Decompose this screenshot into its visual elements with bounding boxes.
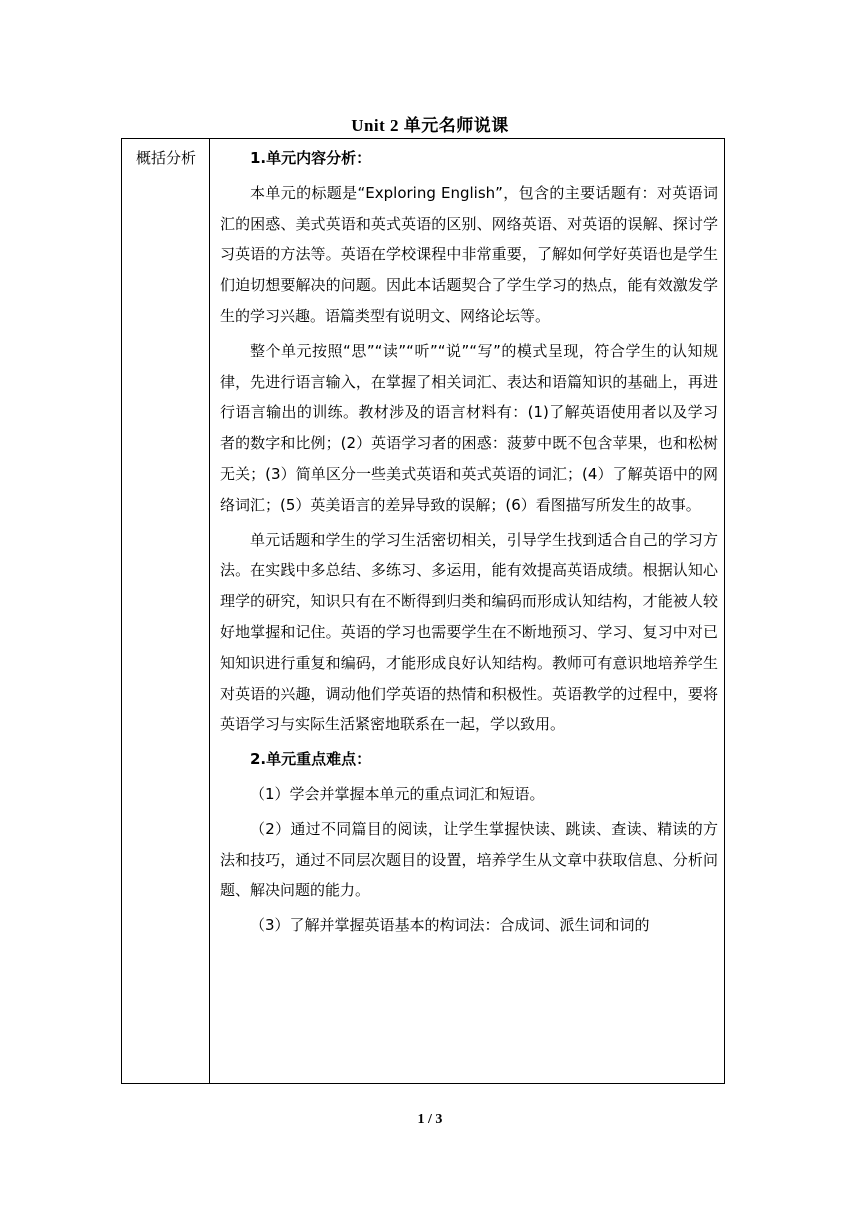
analysis-table	[121, 138, 725, 1084]
section-heading: 1.单元内容分析：	[250, 149, 372, 167]
body-paragraph: 单元话题和学生的学习生活密切相关，引导学生找到适合自己的学习方法。在实践中多总结、多练习、多运用，能有效提高英语成绩。根据认知心理学的研究，知识只有在不断得到归类和编码而形成认知结构，才能被人较好地掌握和记住。英语的学习也需要学生在不断地预习、学习、复习中对已知知识进行重复和编码，才能形成良好认知结构。教师可有意识地培养学生对英语的兴趣，调动他们学英语的热情和积极性。英语教学的过程中，要将英语学习与实际生活紧密地联系在一起，学以致用。	[220, 530, 718, 734]
body-paragraph: 整个单元按照“思”“读”“听”“说”“写”的模式呈现，符合学生的认知规律，先进行语言输入，在掌握了相关词汇、表达和语篇知识的基础上，再进行语言输出的训练。教材涉及的语言材料有：(1)了解英语使用者以及学习者的数字和比例；(2）英语学习者的困惑：菠萝中既不包含苹果，也和松树无关；(3）简单区分一些美式英语和英式英语的词汇；(4）了解英语中的网络词汇；(5）英美语言的差异导致的误解；(6）看图描写所发生的故事。	[220, 341, 718, 514]
body-paragraph: （3）了解并掌握英语基本的构词法：合成词、派生词和词的	[250, 916, 650, 935]
content-cell	[220, 139, 718, 941]
page-number: 1 / 3	[417, 1112, 443, 1127]
body-paragraph: （1）学会并掌握本单元的重点词汇和短语。	[250, 784, 545, 803]
section-heading: 2.单元重点难点：	[250, 750, 372, 769]
body-paragraph: （2）通过不同篇目的阅读，让学生掌握快读、跳读、查读、精读的方法和技巧，通过不同层次题目的设置，培养学生从文章中获取信息、分析问题、解决问题的能力。	[220, 819, 718, 900]
document-title: Unit 2 单元名师说课	[351, 116, 509, 135]
row-label: 概括分析	[135, 149, 196, 167]
label-column	[122, 139, 210, 1083]
body-paragraph: 本单元的标题是“Exploring English”，包含的主要话题有：对英语词汇的困惑、美式英语和英式英语的区别、网络英语、对英语的误解、探讨学习英语的方法等。英语在学校课程中非常重要，了解如何学好英语也是学生们迫切想要解决的问题。因此本话题契合了学生学习的热点，能有效激发学生的学习兴趣。语篇类型有说明文、网络论坛等。	[220, 183, 718, 325]
